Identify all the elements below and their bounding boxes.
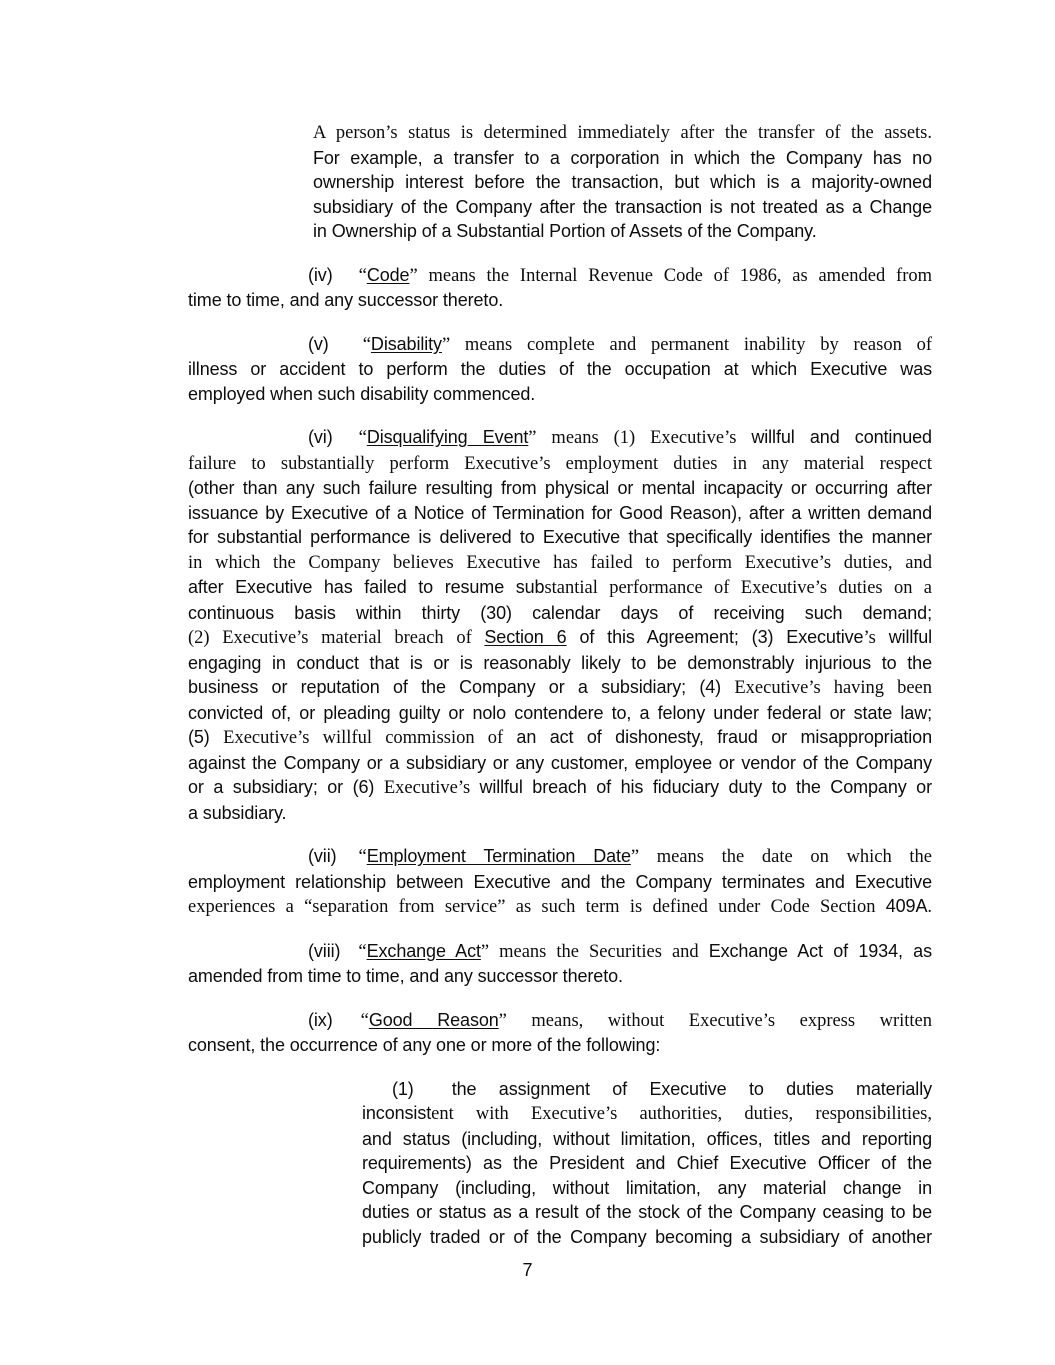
paragraph-definition-iv-code bbox=[188, 263, 932, 313]
text-run: (vii) bbox=[308, 846, 337, 866]
text-run: continuous basis within thirty (30) calendar days of receiving such demand; bbox=[188, 602, 932, 623]
text-line bbox=[188, 476, 932, 501]
paragraph-definition-viii-exchange-act bbox=[188, 939, 932, 989]
text-run: Exchange Act of 1934, as bbox=[708, 940, 932, 961]
text-line bbox=[313, 195, 932, 220]
text-line bbox=[313, 219, 932, 244]
text-line bbox=[188, 939, 932, 965]
text-line bbox=[313, 120, 932, 146]
tab-spacer bbox=[333, 1025, 361, 1026]
text-run: ” means (1) Executive’s bbox=[528, 428, 752, 448]
text-line bbox=[188, 625, 932, 651]
text-run: Executive’s willful commission of bbox=[223, 728, 517, 748]
text-line bbox=[188, 844, 932, 870]
text-run: Company (including, without limitation, any material change in bbox=[362, 1177, 932, 1198]
text-line bbox=[188, 263, 932, 289]
text-run: in Ownership of a Substantial Portion of Assets of the Company. bbox=[313, 221, 817, 241]
text-run: For example, a transfer to a corporation in which the Company has no bbox=[313, 147, 932, 168]
text-run: employed when such disability commenced. bbox=[188, 383, 536, 404]
text-line bbox=[188, 751, 932, 776]
text-run: or a subsidiary; or (6) bbox=[188, 777, 384, 797]
text-run: convicted of, or pleading guilty or nolo contendere to, a felony under federal or state law; bbox=[188, 702, 932, 723]
text-run: (vi) bbox=[308, 427, 333, 447]
text-line bbox=[188, 550, 932, 576]
text-line bbox=[362, 1225, 932, 1250]
paragraph-definition-vi-disqualifying-event bbox=[188, 425, 932, 825]
text-run: “ bbox=[362, 334, 371, 355]
text-line bbox=[313, 170, 932, 195]
text-run: ” means, without Executive’s express written bbox=[498, 1010, 932, 1031]
tab-spacer bbox=[333, 442, 359, 443]
first-line-indent bbox=[188, 956, 308, 957]
text-run: issuance by Executive of a Notice of Termination for Good Reason), after a written demand bbox=[188, 502, 932, 523]
tab-spacer bbox=[337, 861, 359, 862]
text-line bbox=[362, 1101, 932, 1127]
text-line bbox=[188, 725, 932, 751]
text-run: subsidiary of the Company after the transaction is not treated as a Change bbox=[313, 196, 932, 217]
text-line bbox=[188, 894, 932, 920]
text-line bbox=[188, 332, 932, 358]
paragraph-definition-vii-employment-termination-date bbox=[188, 844, 932, 920]
text-run: (5) bbox=[188, 727, 224, 747]
text-line bbox=[188, 601, 932, 626]
text-run: illness or accident to perform the duties of the occupation at which Executive was bbox=[188, 359, 932, 379]
defined-term: Code bbox=[366, 264, 410, 285]
first-line-indent bbox=[188, 861, 308, 862]
text-run: Executive’s having been bbox=[734, 678, 933, 698]
defined-term: Disability bbox=[370, 333, 442, 354]
text-run: experiences a “separation from service” as such term is defined under Code Section bbox=[188, 897, 886, 917]
defined-term: Employment Termination Date bbox=[366, 846, 631, 866]
text-line bbox=[188, 382, 932, 407]
paragraph-change-in-ownership-note bbox=[313, 120, 932, 244]
text-line bbox=[188, 870, 932, 895]
tab-spacer bbox=[414, 1094, 452, 1095]
text-run: in which the Company believes Executive has failed to perform Executive’s duties, and bbox=[188, 552, 932, 573]
page-number: 7 bbox=[522, 1260, 533, 1280]
text-line bbox=[313, 146, 932, 171]
text-run: ” means the Internal Revenue Code of 1986, as amended from bbox=[409, 265, 932, 286]
first-line-indent bbox=[188, 280, 308, 281]
text-run: (iv) bbox=[308, 264, 333, 285]
text-run: (1) bbox=[392, 1078, 414, 1099]
text-run: (2) Executive’s material breach of bbox=[188, 628, 485, 648]
text-run: ” means the date on which the bbox=[630, 847, 932, 867]
text-run: employment relationship between Executive and the Company terminates and Executive bbox=[188, 871, 932, 892]
defined-term: Section 6 bbox=[484, 627, 567, 647]
tab-spacer bbox=[329, 349, 363, 350]
first-line-indent bbox=[362, 1094, 392, 1095]
text-run: A person’s status is determined immediately after the transfer of the assets. bbox=[313, 123, 932, 143]
text-run: 409A bbox=[885, 896, 928, 916]
tab-spacer bbox=[333, 280, 359, 281]
text-run: “ bbox=[358, 941, 367, 962]
first-line-indent bbox=[188, 349, 308, 350]
text-run: ownership interest before the transaction, but which is a majority-owned bbox=[313, 172, 932, 192]
text-run: publicly traded or of the Company becoming a subsidiary of another bbox=[362, 1226, 932, 1247]
text-run: (v) bbox=[308, 333, 329, 354]
text-run: “ bbox=[358, 847, 367, 867]
text-run: ent with Executive’s authorities, duties, responsibilities, bbox=[431, 1104, 932, 1124]
text-line bbox=[188, 525, 932, 550]
text-run: (ix) bbox=[308, 1009, 333, 1030]
text-run: and status (including, without limitation, offices, titles and reporting bbox=[362, 1128, 932, 1149]
paragraph-subclause-1-assignment-of-duties bbox=[362, 1077, 932, 1250]
text-line bbox=[188, 425, 932, 451]
text-run: stantial performance of Executive’s duties on a bbox=[544, 578, 932, 598]
text-line bbox=[188, 701, 932, 726]
text-run: . bbox=[927, 897, 932, 917]
text-run: time to time, and any successor thereto. bbox=[188, 290, 504, 310]
text-run: “ bbox=[358, 265, 367, 286]
text-line bbox=[188, 675, 932, 701]
tab-spacer bbox=[340, 956, 358, 957]
paragraph-definition-ix-good-reason bbox=[188, 1008, 932, 1058]
text-line bbox=[188, 651, 932, 676]
text-run: duties or status as a result of the stock of the Company ceasing to be bbox=[362, 1202, 932, 1222]
text-run: Executive’s bbox=[383, 778, 480, 798]
text-run: willful breach of his fiduciary duty to the Company or bbox=[479, 777, 932, 797]
first-line-indent bbox=[188, 442, 308, 443]
text-line bbox=[188, 775, 932, 801]
paragraph-definition-v-disability bbox=[188, 332, 932, 407]
text-run: a subsidiary. bbox=[188, 802, 287, 823]
text-run: after Executive has failed to resume sub bbox=[188, 577, 545, 597]
text-run: “ bbox=[360, 1010, 369, 1031]
text-run: against the Company or a subsidiary or any customer, employee or vendor of the Company bbox=[188, 752, 932, 773]
text-run: ” means the Securities and bbox=[480, 941, 709, 962]
text-run: (viii) bbox=[308, 940, 341, 961]
text-run: ’s bbox=[863, 628, 876, 648]
text-run: of this Agreement; (3) Executive bbox=[566, 627, 864, 647]
defined-term: Disqualifying Event bbox=[366, 427, 529, 447]
page-footer bbox=[0, 1258, 1055, 1283]
defined-term: Good Reason bbox=[368, 1009, 499, 1030]
text-line bbox=[362, 1151, 932, 1176]
text-line bbox=[188, 964, 932, 989]
text-run: inconsist bbox=[362, 1103, 432, 1123]
text-line bbox=[188, 288, 932, 313]
text-run: “ bbox=[358, 428, 367, 448]
text-line bbox=[188, 1033, 932, 1058]
text-line bbox=[188, 1008, 932, 1034]
text-run: amended from time to time, and any successor thereto. bbox=[188, 966, 623, 986]
text-line bbox=[362, 1077, 932, 1102]
text-line bbox=[188, 451, 932, 477]
text-line bbox=[188, 357, 932, 382]
text-run: business or reputation of the Company or a subsidiary; (4) bbox=[188, 677, 735, 697]
text-line bbox=[362, 1176, 932, 1201]
text-run: the assignment of Executive to duties materially bbox=[451, 1078, 932, 1099]
defined-term: Exchange Act bbox=[366, 940, 481, 961]
text-run: engaging in conduct that is or is reasonably likely to be demonstrably injurious to the bbox=[188, 652, 932, 673]
first-line-indent bbox=[188, 1025, 308, 1026]
text-run: (other than any such failure resulting from physical or mental incapacity or occurring after bbox=[188, 478, 932, 498]
text-run: willful bbox=[875, 627, 933, 647]
text-line bbox=[362, 1127, 932, 1152]
text-run: failure to substantially perform Executive’s employment duties in any material respect bbox=[188, 453, 932, 474]
text-run: willful and continued bbox=[751, 427, 932, 447]
text-line bbox=[188, 501, 932, 526]
text-run: for substantial performance is delivered to Executive that specifically identifies the manner bbox=[188, 527, 932, 547]
text-run: ” means complete and permanent inability by reason of bbox=[441, 334, 932, 355]
text-line bbox=[188, 575, 932, 601]
text-run: an act of dishonesty, fraud or misappropriation bbox=[516, 727, 932, 747]
text-run: consent, the occurrence of any one or more of the following: bbox=[188, 1035, 661, 1055]
text-line bbox=[362, 1200, 932, 1225]
text-line bbox=[188, 801, 932, 826]
text-run: requirements) as the President and Chief Executive Officer of the bbox=[362, 1153, 932, 1173]
document-body bbox=[188, 120, 932, 1268]
